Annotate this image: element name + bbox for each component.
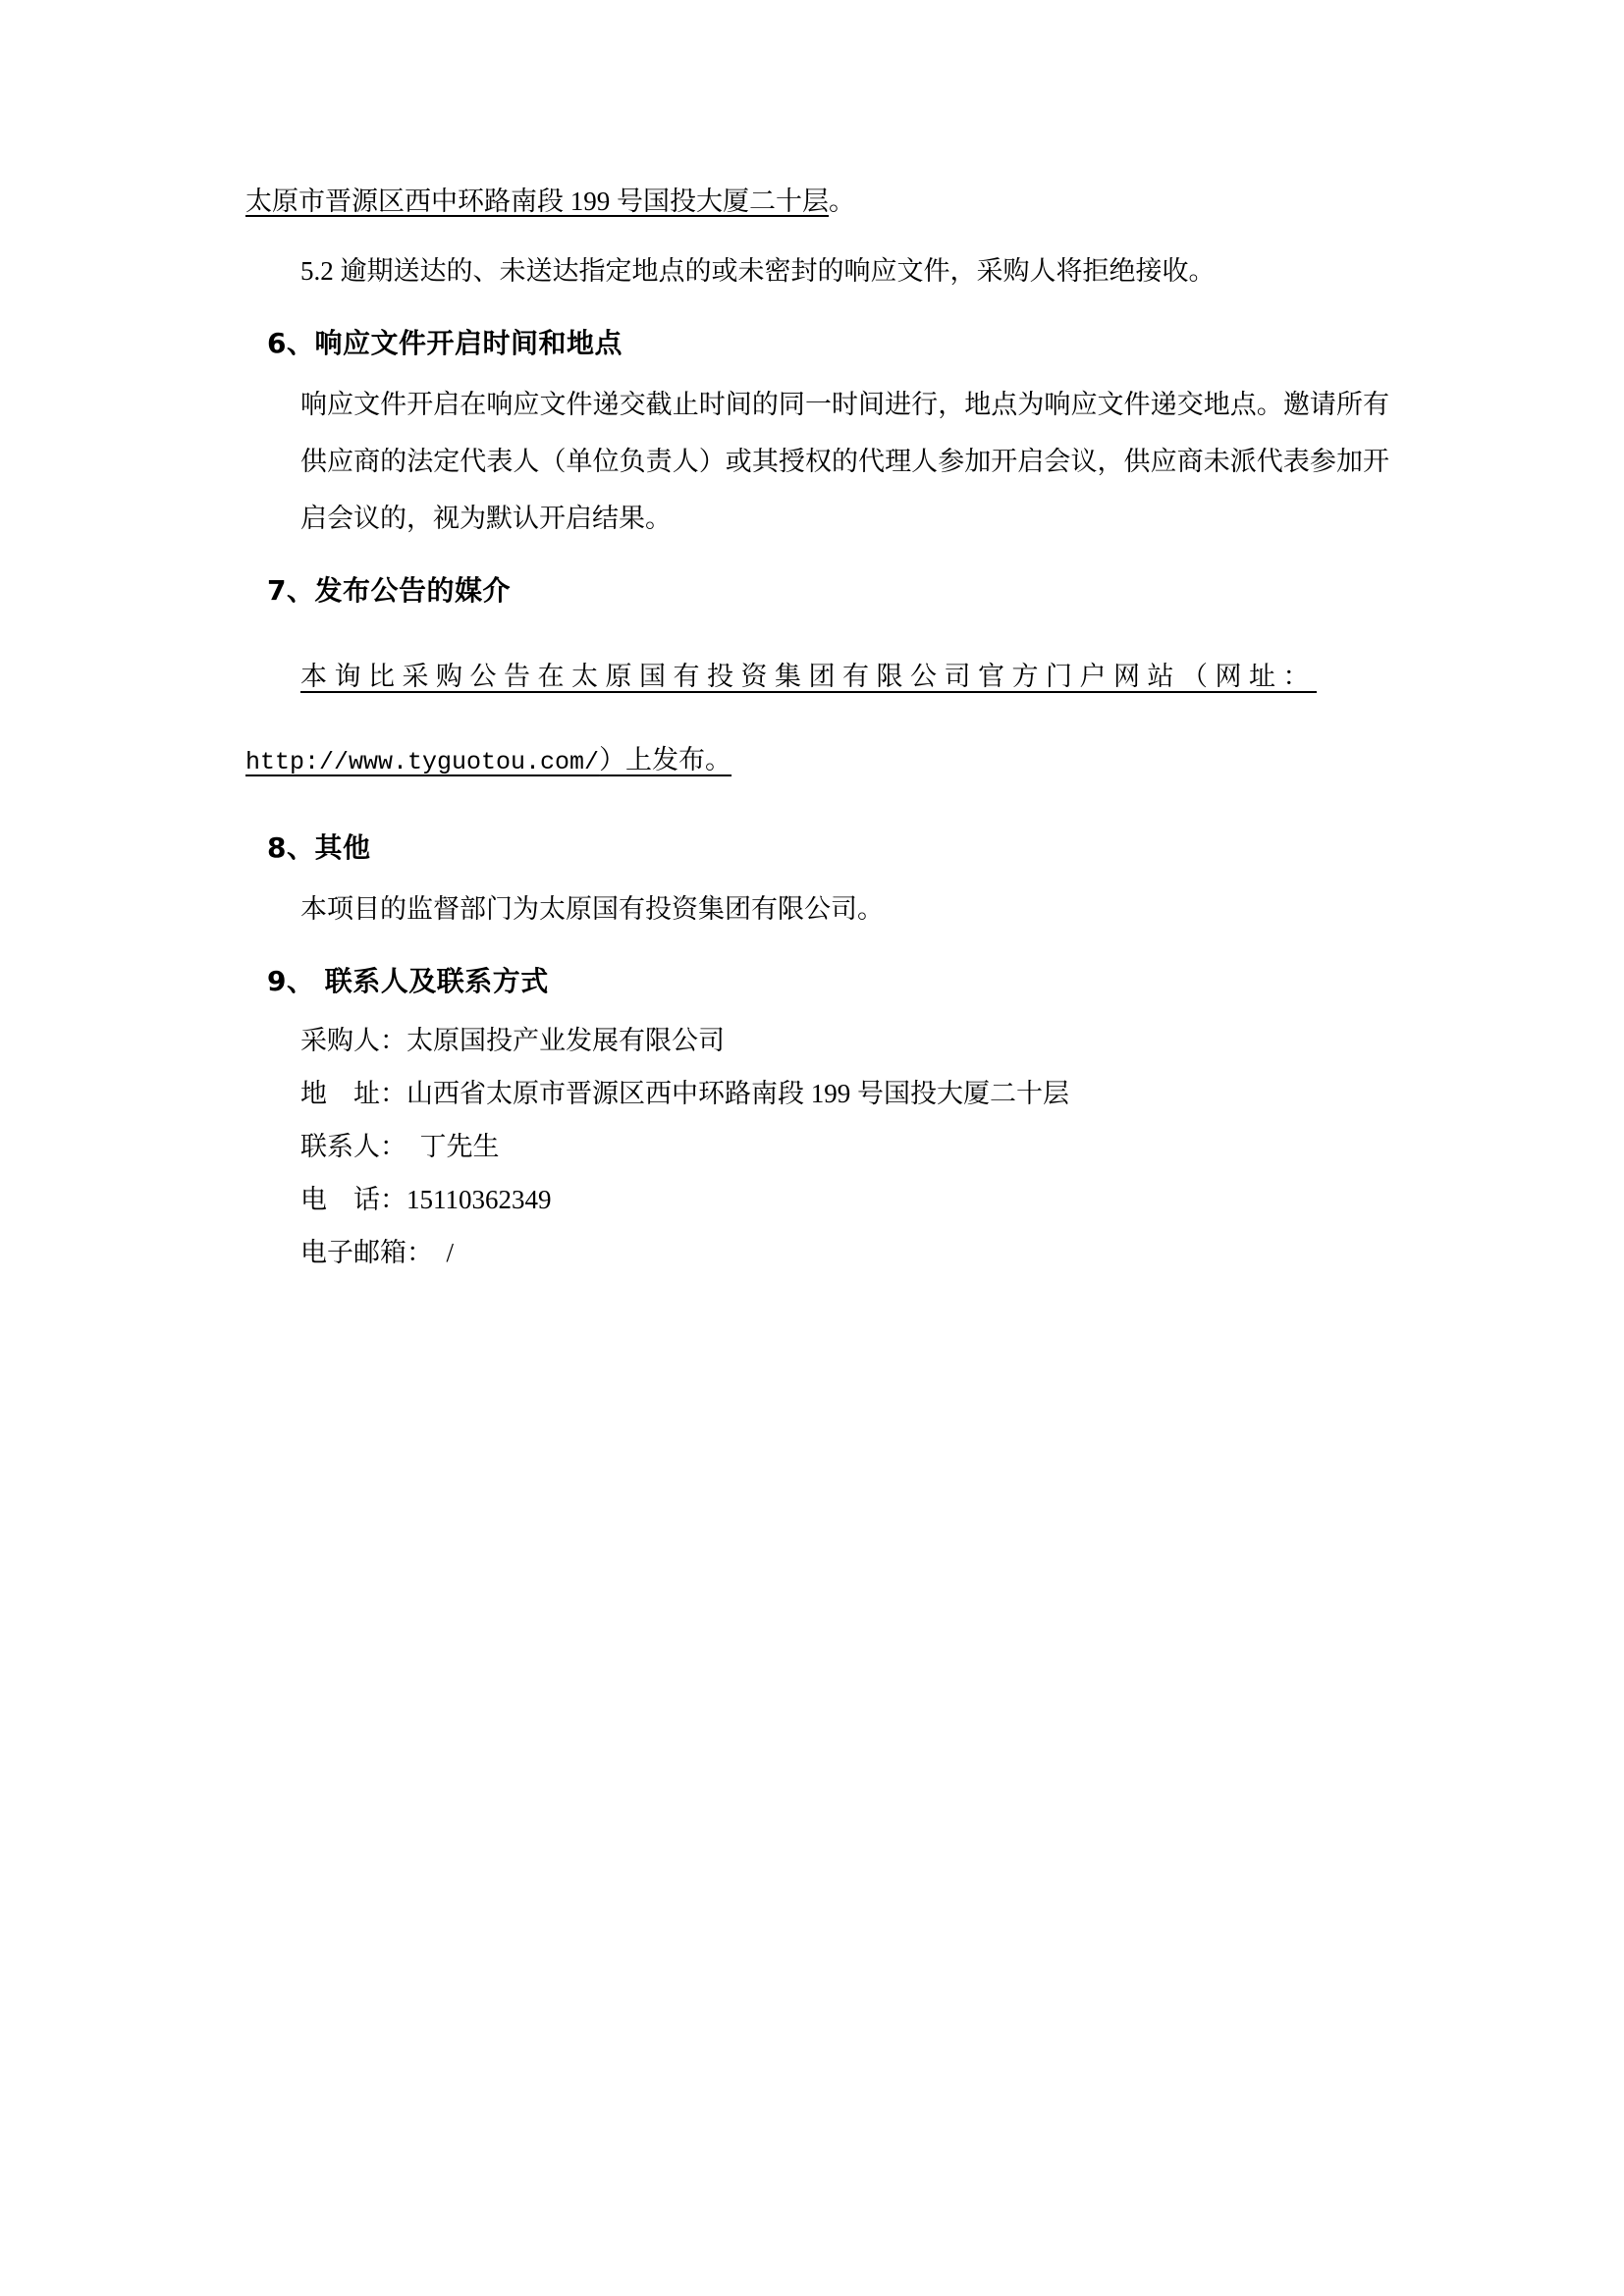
paragraph-section-7 <box>245 648 1389 705</box>
address-line-tail: 。 <box>829 187 855 216</box>
heading-section-7: 7、发布公告的媒介 <box>267 574 511 607</box>
media-url-tail: ）上发布。 <box>599 745 732 774</box>
contact-address: 地 址：山西省太原市晋源区西中环路南段 199 号国投大厦二十层 <box>300 1079 1069 1108</box>
heading-section-8: 8、其他 <box>267 831 371 864</box>
media-url-link[interactable]: http://www.tyguotou.com/ <box>245 748 600 776</box>
contact-purchaser: 采购人：太原国投产业发展有限公司 <box>300 1026 725 1055</box>
contact-person: 联系人： 丁先生 <box>300 1132 500 1161</box>
media-announcement-text: 本询比采购公告在太原国有投资集团有限公司官方门户网站（网址： <box>300 662 1317 691</box>
paragraph-section-6: 响应文件开启在响应文件递交截止时间的同一时间进行，地点为响应文件递交地点。邀请所有供应商的法定代表人（单位负责人）或其授权的代理人参加开启会议，供应商未派代表参加开启会议的，视为默认开启结果。 <box>300 390 1389 533</box>
paragraph-section-8: 本项目的监督部门为太原国有投资集团有限公司。 <box>300 894 884 924</box>
media-url-line <box>245 731 1389 791</box>
heading-section-9: 9、 联系人及联系方式 <box>267 965 549 997</box>
clause-5-2: 5.2 逾期送达的、未送达指定地点的或未密封的响应文件，采购人将拒绝接收。 <box>300 256 1216 286</box>
contact-phone: 电 话：15110362349 <box>300 1185 552 1214</box>
address-line <box>245 182 1389 221</box>
contact-email: 电子邮箱： / <box>300 1238 455 1267</box>
address-line-underlined: 太原市晋源区西中环路南段 199 号国投大厦二十层 <box>245 187 829 216</box>
heading-section-6: 6、响应文件开启时间和地点 <box>267 327 623 359</box>
document-content <box>245 182 1389 1279</box>
